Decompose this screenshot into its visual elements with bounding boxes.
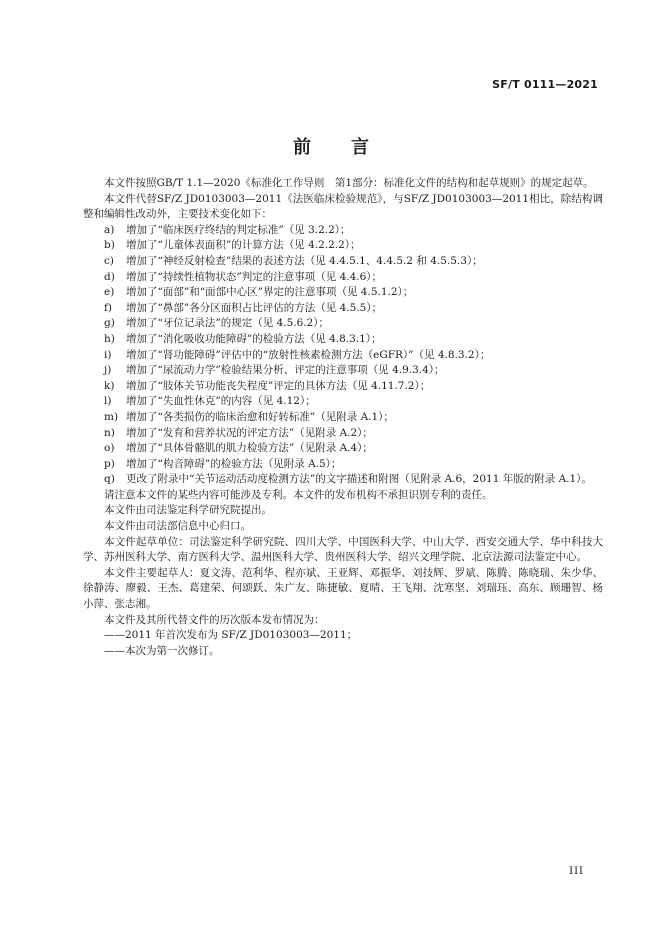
change-item-label: j) [104,364,112,377]
change-item-text: 增加了“各类损伤的临床治愈和好转标准”（见附录 A.1）； [126,410,394,423]
change-item [104,363,603,379]
change-item [104,410,603,426]
history-intro: 本文件及其所代替文件的历次版本发布情况为： [104,613,325,626]
change-item-label: o) [104,442,115,455]
change-item-label: h) [104,332,115,345]
change-item [104,379,603,395]
change-item [104,472,603,488]
change-item-text: 增加了“鼻部”各分区面积占比评估的方法（见 4.5.5）； [126,301,383,314]
change-item-label: e) [104,286,115,299]
change-item-text: 增加了“神经反射检查”结果的表述方法（见 4.4.5.1、4.4.5.2 和 4.5.5.3）； [126,254,483,267]
change-item-label: f) [104,301,112,314]
change-item-text: 更改了附录中“关节运动活动度检测方法”的文字描述和附图（见附录 A.6，2011 年版的附录 A.1）。 [126,473,592,486]
drafting-units-paragraph: 本文件起草单位：司法鉴定科学研究院、四川大学、中国医科大学、中山大学、西安交通大学、华中科技大学、苏州医科大学、南方医科大学、温州医科大学、贵州医科大学、绍兴文理学院、北京法源司法鉴定中心。 [83,535,603,564]
change-item-label: p) [104,457,115,470]
change-item-text: 增加了“发育和营养状况的评定方法”（见附录 A.2）； [126,426,373,439]
change-item-label: l) [104,395,112,408]
proposer-line: 本文件由司法鉴定科学研究院提出。 [104,504,272,517]
change-item [104,348,603,364]
change-item [104,285,603,301]
change-item [104,394,603,410]
change-item-text: 增加了“消化吸收功能障碍”的检验方法（见 4.8.3.1）； [126,332,382,345]
change-item-label: i) [104,348,112,361]
page-title: 前言 [293,137,409,158]
change-item [104,332,603,348]
change-item-text: 增加了“儿童体表面积”的计算方法（见 4.2.2.2）； [126,239,361,252]
change-item-label: n) [104,426,115,439]
change-item-text: 增加了“面部”和“面部中心区”界定的注意事项（见 4.5.1.2）； [126,286,414,299]
change-item [104,426,603,442]
changes-list [83,223,603,488]
change-item-text: 增加了“肾功能障碍”评估中的“放射性核素检测方法（eGFR）”（见 4.8.3.2）； [126,348,491,361]
change-item-text: 增加了“肢体关节功能丧失程度”评定的具体方法（见 4.11.7.2）； [126,379,431,392]
change-item-label: b) [104,239,115,252]
change-item-text: 增加了“具体骨骼肌的肌力检验方法”（见附录 A.4）； [126,442,373,455]
intro-paragraph: 本文件按照GB/T 1.1—2020《标准化工作导则 第1部分：标准化文件的结构和起草规则》的规定起草。 [104,177,594,189]
patent-notice: 请注意本文件的某些内容可能涉及专利。本文件的发布机构不承担识别专利的责任。 [104,488,493,501]
foreword-body [83,176,603,659]
change-item-label: m) [104,410,119,423]
change-item-text: 增加了“持续性植物状态”判定的注意事项（见 4.4.6）； [126,270,383,283]
change-item-text: 增加了“临床医疗终结的判定标准”（见 3.2.2）； [126,223,351,236]
change-item-text: 增加了“尿流动力学”检验结果分析、评定的注意事项（见 4.9.3.4）； [126,364,445,377]
change-item-text: 增加了“失血性休克”的内容（见 4.12）； [126,395,316,408]
drafters-paragraph: 本文件主要起草人：夏文涛、范利华、程亦斌、王亚辉、邓振华、刘技辉、罗斌、陈腾、陈晓瑞、朱少华、徐静涛、廖毅、王杰、葛建荣、何颂跃、朱广友、陈捷敏、夏晴、王飞翔、沈寒坚、刘瑞珏、高东、顾珊智、杨小萍、张志湘。 [83,566,603,611]
change-item [104,457,603,473]
change-item [104,238,603,254]
change-item-label: d) [104,270,115,283]
replace-paragraph: 本文件代替SF/Z JD0103003—2011《法医临床检验规范》，与SF/Z JD0103003—2011相比，除结构调整和编辑性改动外，主要技术变化如下： [83,192,603,221]
history-item: ——本次为第一次修订。 [104,644,220,657]
page-number: III [569,866,584,877]
change-item [104,316,603,332]
centralizer-line: 本文件由司法部信息中心归口。 [104,520,251,533]
change-item [104,301,603,317]
change-item-label: k) [104,379,115,392]
change-item [104,223,603,239]
change-item-label: q) [104,473,115,486]
change-item-label: g) [104,317,115,330]
change-item-text: 增加了“构音障碍”的检验方法（见附录 A.5）； [126,457,342,470]
change-item [104,254,603,270]
change-item [104,441,603,457]
standard-code: SF/T 0111—2021 [492,78,598,91]
history-item: ——2011 年首次发布为 SF/Z JD0103003—2011； [104,629,358,642]
change-item-label: c) [104,254,114,267]
change-item-label: a) [104,223,115,236]
change-item-text: 增加了“牙位记录法”的规定（见 4.5.6.2）； [126,317,330,330]
change-item [104,270,603,286]
